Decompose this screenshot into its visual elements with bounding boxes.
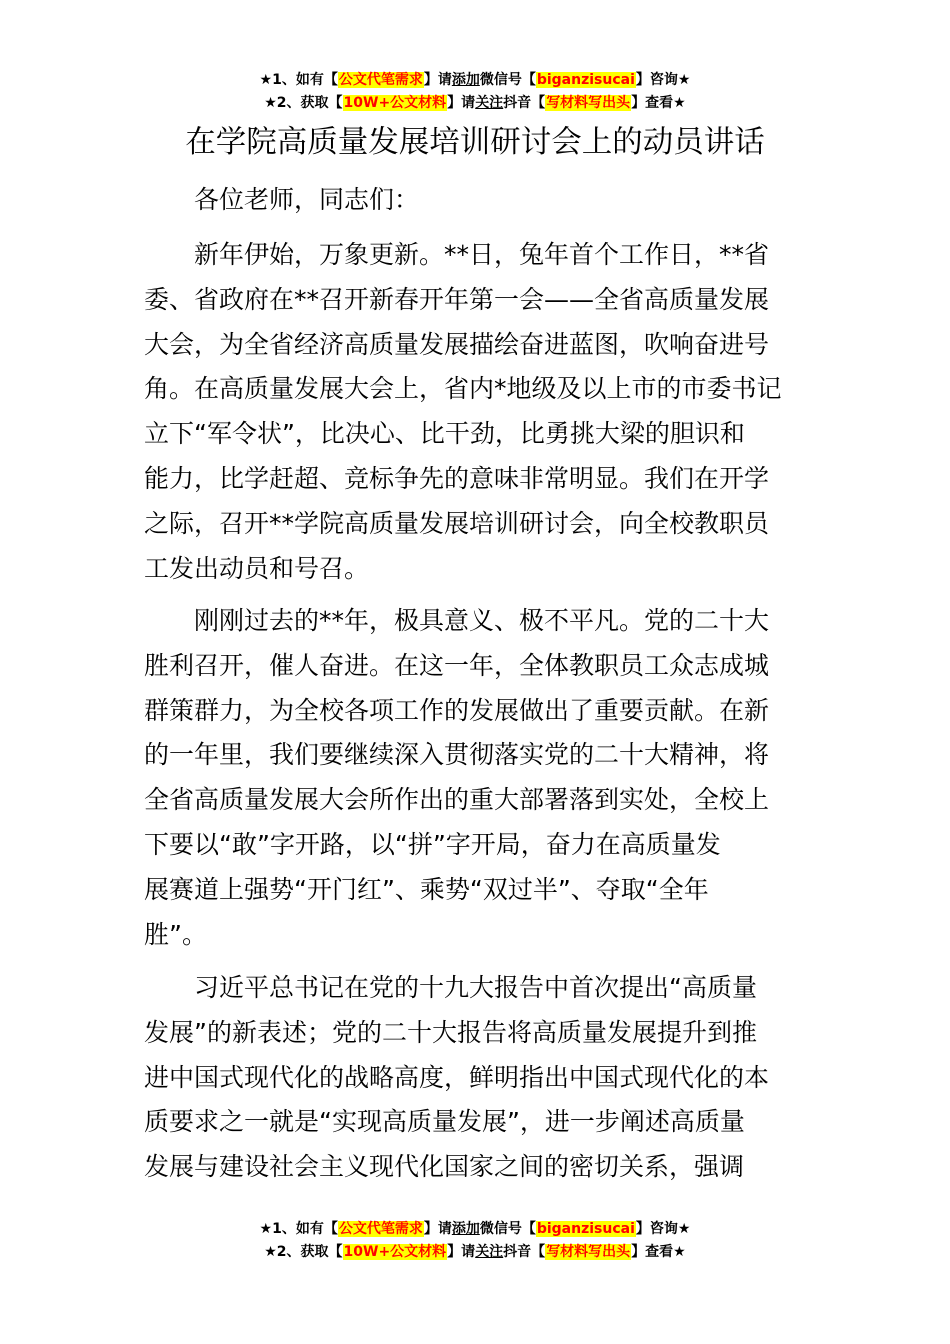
paragraph-line: 的一年里，我们要继续深入贯彻落实党的二十大精神，将 (144, 740, 770, 770)
underlined-text: 关注 (475, 1244, 504, 1260)
paragraph-line: 质要求之一就是“实现高质量发展”，进一步阐述高质量 (144, 1107, 745, 1137)
banner-text: 】咨询★ (635, 72, 691, 88)
banner-text: 】请 (423, 1221, 452, 1237)
paragraph-line: 胜利召开，催人奋进。在这一年，全体教职员工众志成城 (144, 650, 770, 680)
paragraph-line: 发展与建设社会主义现代化国家之间的密切关系，强调 (144, 1152, 745, 1182)
footer-banner (0, 1218, 950, 1264)
banner-line-2 (0, 92, 950, 115)
banner-line-1 (0, 69, 950, 92)
banner-text: 微信号【 (479, 1221, 536, 1237)
paragraph-line: 能力，比学赶超、竞标争先的意味非常明显。我们在开学 (144, 463, 770, 493)
banner-line-1 (0, 1218, 950, 1241)
banner-text: 抖音【 (503, 1244, 546, 1260)
paragraph-line: 下要以“敢”字开路，以“拼”字开局，奋力在高质量发 (144, 829, 721, 859)
highlight-wechat-id: biganzisucai (536, 1221, 635, 1237)
highlight-materials: 10W+公文材料 (343, 95, 447, 111)
underlined-text: 添加 (451, 72, 480, 88)
paragraph-line: 发展”的新表述；党的二十大报告将高质量发展提升到推 (144, 1017, 757, 1047)
paragraph-line: 全省高质量发展大会所作出的重大部署落到实处，全校上 (144, 785, 770, 815)
paragraph-line: 工发出动员和号召。 (144, 553, 370, 583)
paragraph-line: 进中国式现代化的战略高度，鲜明指出中国式现代化的本 (144, 1062, 770, 1092)
highlight-wechat-id: biganzisucai (536, 72, 635, 88)
paragraph-line: 习近平总书记在党的十九大报告中首次提出“高质量 (194, 973, 757, 1002)
paragraph-line: 立下“军令状”，比决心、比干劲，比勇挑大梁的胆识和 (144, 419, 745, 449)
paragraph-line: 角。在高质量发展大会上，省内*地级及以上市的市委书记 (144, 374, 782, 404)
highlight-douyin: 写材料写出头 (546, 1244, 631, 1260)
header-banner (0, 69, 950, 115)
highlight-douyin: 写材料写出头 (546, 95, 631, 111)
highlight-ghostwriting: 公文代笔需求 (338, 72, 423, 88)
banner-text: ★2、获取【 (264, 1244, 343, 1260)
paragraph-line: 委、省政府在**召开新春开年第一会——全省高质量发展 (144, 284, 770, 314)
banner-text: 】咨询★ (635, 1221, 691, 1237)
banner-text: 抖音【 (503, 95, 546, 111)
banner-text: 】查看★ (631, 1244, 686, 1260)
paragraph-line: 刚刚过去的**年，极具意义、极不平凡。党的二十大 (194, 606, 770, 635)
salutation: 各位老师，同志们： (194, 185, 420, 214)
banner-line-2 (0, 1241, 950, 1264)
paragraph-2 (144, 599, 769, 957)
paragraph-line: 新年伊始，万象更新。**日，兔年首个工作日，**省 (194, 240, 770, 269)
underlined-text: 关注 (475, 95, 504, 111)
paragraph-line: 胜”。 (144, 919, 207, 949)
paragraph-line: 之际，召开**学院高质量发展培训研讨会，向全校教职员 (144, 508, 770, 538)
paragraph-3 (144, 966, 769, 1190)
paragraph-line: 群策群力，为全校各项工作的发展做出了重要贡献。在新 (144, 695, 770, 725)
banner-text: 】请 (423, 72, 452, 88)
document-title: 在学院高质量发展培训研讨会上的动员讲话 (185, 125, 765, 160)
highlight-ghostwriting: 公文代笔需求 (338, 1221, 423, 1237)
highlight-materials: 10W+公文材料 (343, 1244, 447, 1260)
banner-text: 微信号【 (479, 72, 536, 88)
banner-text: ★1、如有【 (259, 1221, 338, 1237)
paragraph-1 (144, 233, 782, 591)
banner-text: 】查看★ (631, 95, 686, 111)
banner-text: 】请 (447, 1244, 476, 1260)
underlined-text: 添加 (451, 1221, 480, 1237)
paragraph-line: 大会，为全省经济高质量发展描绘奋进蓝图，吹响奋进号 (144, 329, 770, 359)
banner-text: ★1、如有【 (259, 72, 338, 88)
banner-text: 】请 (447, 95, 476, 111)
paragraph-line: 展赛道上强势“开门红”、乘势“双过半”、夺取“全年 (144, 874, 709, 904)
banner-text: ★2、获取【 (264, 95, 343, 111)
